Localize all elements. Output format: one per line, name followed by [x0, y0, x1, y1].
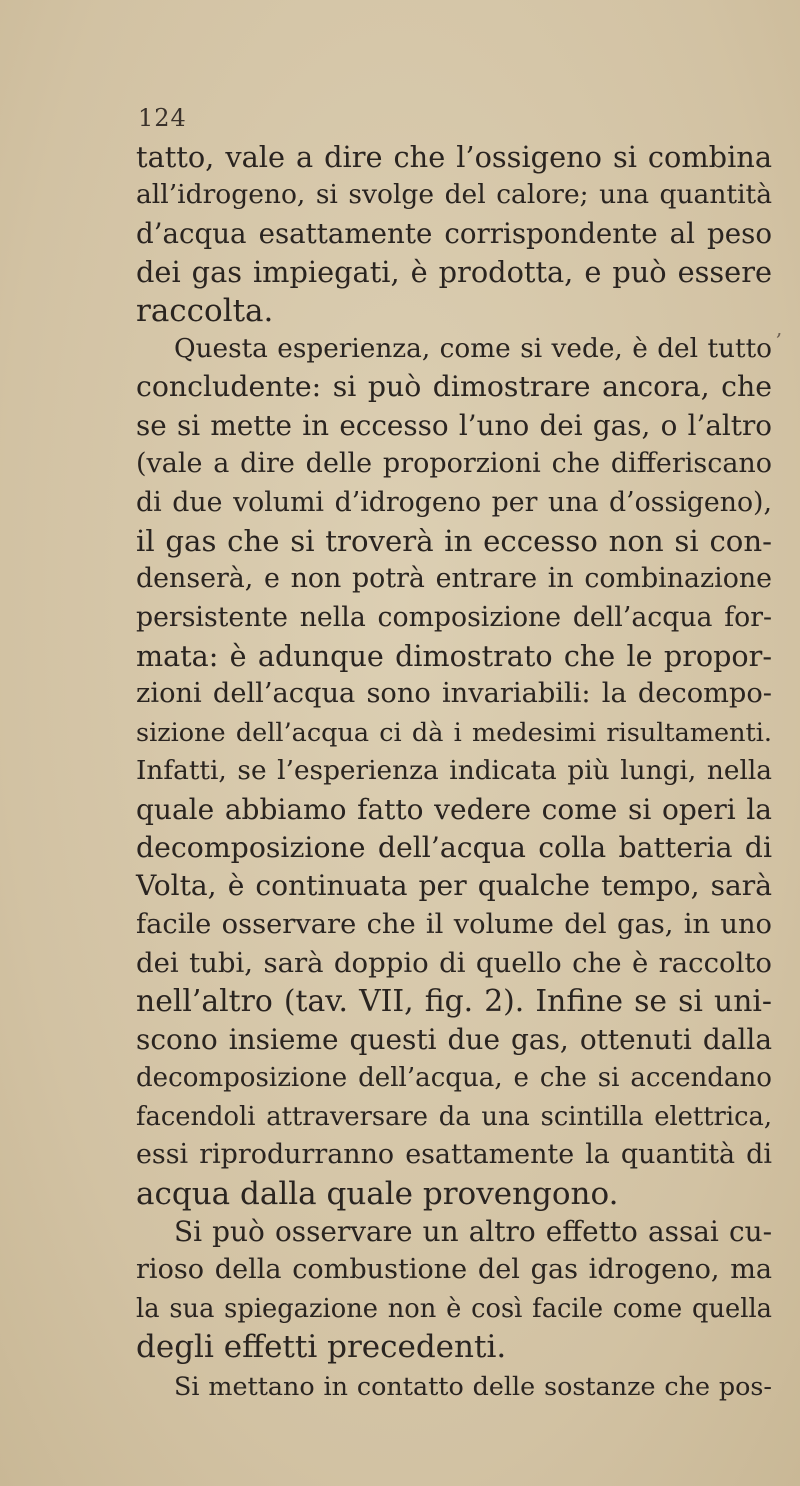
text-line: dei tubi, sarà doppio di quello che è raccolto	[136, 947, 772, 980]
text-line: Questa esperienza, come si vede, è del tutto	[174, 333, 772, 364]
text-line: il gas che si troverà in eccesso non si con-	[136, 523, 772, 558]
text-line: concludente: si può dimostrare ancora, che	[136, 370, 772, 404]
text-line: tatto, vale a dire che l’ossigeno si combina	[136, 140, 772, 174]
text-line: degli effetti precedenti.	[136, 1329, 507, 1366]
text-line: decomposizione dell’acqua, e che si accendano	[136, 1063, 772, 1094]
text-line: persistente nella composizione dell’acqua for-	[136, 601, 772, 633]
text-line: Infatti, se l’esperienza indicata più lungi, nella	[136, 756, 772, 787]
text-line: all’idrogeno, si svolge del calore; una quantità	[136, 179, 772, 211]
text-line: essi riprodurranno esattamente la quantità di	[136, 1139, 772, 1171]
text-line: d’acqua esattamente corrispondente al peso	[136, 216, 772, 250]
text-line: Volta, è continuata per qualche tempo, sarà	[136, 869, 772, 903]
text-line: facendoli attraversare da una scintilla elettrica,	[136, 1101, 772, 1132]
margin-mark: ,	[776, 316, 783, 340]
text-line: se si mette in eccesso l’uno dei gas, o l’altro	[136, 408, 772, 442]
text-line: rioso della combustione del gas idrogeno, ma	[136, 1254, 772, 1286]
text-line: (vale a dire delle proporzioni che differiscano	[136, 448, 772, 480]
text-line: Si mettano in contatto delle sostanze che pos-	[174, 1370, 772, 1401]
text-line: denserà, e non potrà entrare in combinazione	[136, 563, 772, 595]
text-line: Si può osservare un altro effetto assai cu-	[174, 1214, 772, 1248]
text-line: quale abbiamo fatto vedere come si operi la	[136, 792, 772, 826]
text-line: raccolta.	[136, 292, 274, 329]
page-number: 124	[138, 104, 187, 132]
text-line: la sua spiegazione non è così facile come quella	[136, 1293, 772, 1324]
text-line: facile osservare che il volume del gas, in uno	[136, 908, 772, 940]
text-line: mata: è adunque dimostrato che le propor-	[136, 639, 772, 674]
text-line: decomposizione dell’acqua colla batteria di	[136, 831, 772, 865]
text-line: scono insieme questi due gas, ottenuti dalla	[136, 1022, 772, 1056]
text-line: di due volumi d’idrogeno per una d’ossigeno),	[136, 486, 772, 518]
text-line: acqua dalla quale provengono.	[136, 1175, 619, 1212]
body-text	[136, 138, 772, 1405]
text-line: dei gas impiegati, è prodotta, e può essere	[136, 255, 772, 290]
text-line: zioni dell’acqua sono invariabili: la decompo-	[136, 678, 772, 710]
text-line: sizione dell’acqua ci dà i medesimi risultamenti.	[136, 717, 772, 748]
text-line: nell’altro (tav. VII, fig. 2). Infine se si uni-	[136, 983, 772, 1019]
